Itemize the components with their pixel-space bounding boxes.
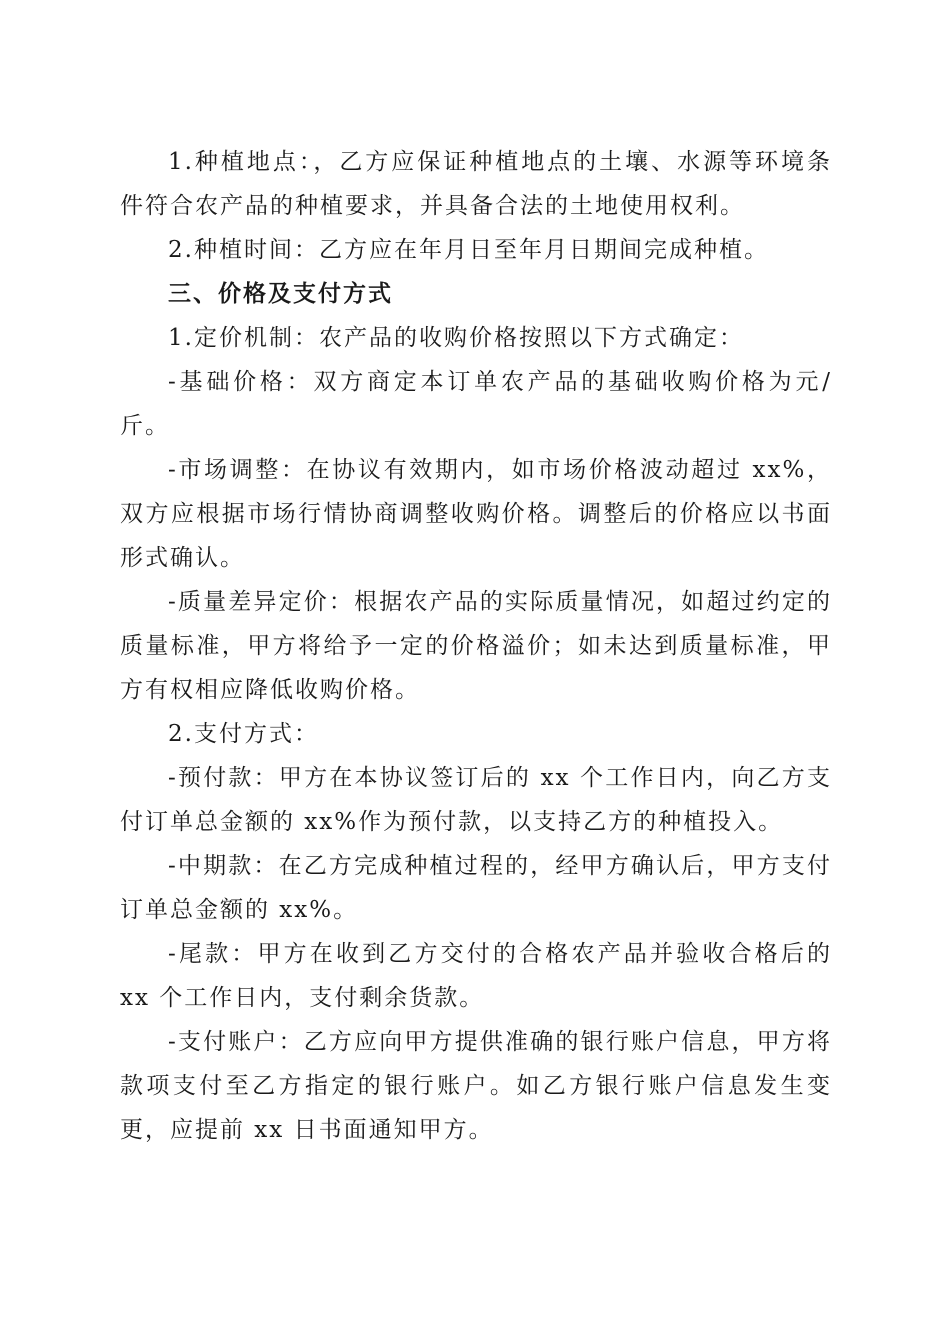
paragraph-prepayment: -预付款：甲方在本协议签订后的 xx 个工作日内，向乙方支付订单总金额的 xx%作为预付款，以支持乙方的种植投入。 (120, 765, 832, 835)
paragraph-interim-payment: -中期款：在乙方完成种植过程的，经甲方确认后，甲方支付订单总金额的 xx%。 (120, 853, 832, 923)
paragraph-planting-time: 2.种植时间：乙方应在年月日至年月日期间完成种植。 (168, 237, 769, 263)
paragraph-final-payment: -尾款：甲方在收到乙方交付的合格农产品并验收合格后的 xx 个工作日内，支付剩余货款。 (120, 941, 832, 1011)
paragraph-quality-pricing: -质量差异定价：根据农产品的实际质量情况，如超过约定的质量标准，甲方将给予一定的价格溢价；如未达到质量标准，甲方有权相应降低收购价格。 (120, 589, 832, 703)
paragraph-payment-account: -支付账户：乙方应向甲方提供准确的银行账户信息，甲方将款项支付至乙方指定的银行账户。如乙方银行账户信息发生变更，应提前 xx 日书面通知甲方。 (120, 1029, 832, 1143)
document-body (120, 140, 832, 1152)
paragraph-payment-method: 2.支付方式： (168, 721, 319, 747)
paragraph-market-adjustment: -市场调整：在协议有效期内，如市场价格波动超过 xx%，双方应根据市场行情协商调整收购价格。调整后的价格应以书面形式确认。 (120, 457, 832, 571)
paragraph-pricing-mechanism: 1.定价机制：农产品的收购价格按照以下方式确定： (168, 325, 744, 351)
paragraph-planting-location: 1.种植地点：，乙方应保证种植地点的土壤、水源等环境条件符合农产品的种植要求，并具备合法的土地使用权利。 (120, 149, 832, 219)
paragraph-base-price: -基础价格：双方商定本订单农产品的基础收购价格为元/斤。 (120, 369, 832, 439)
section-heading-price-payment: 三、价格及支付方式 (168, 281, 393, 307)
